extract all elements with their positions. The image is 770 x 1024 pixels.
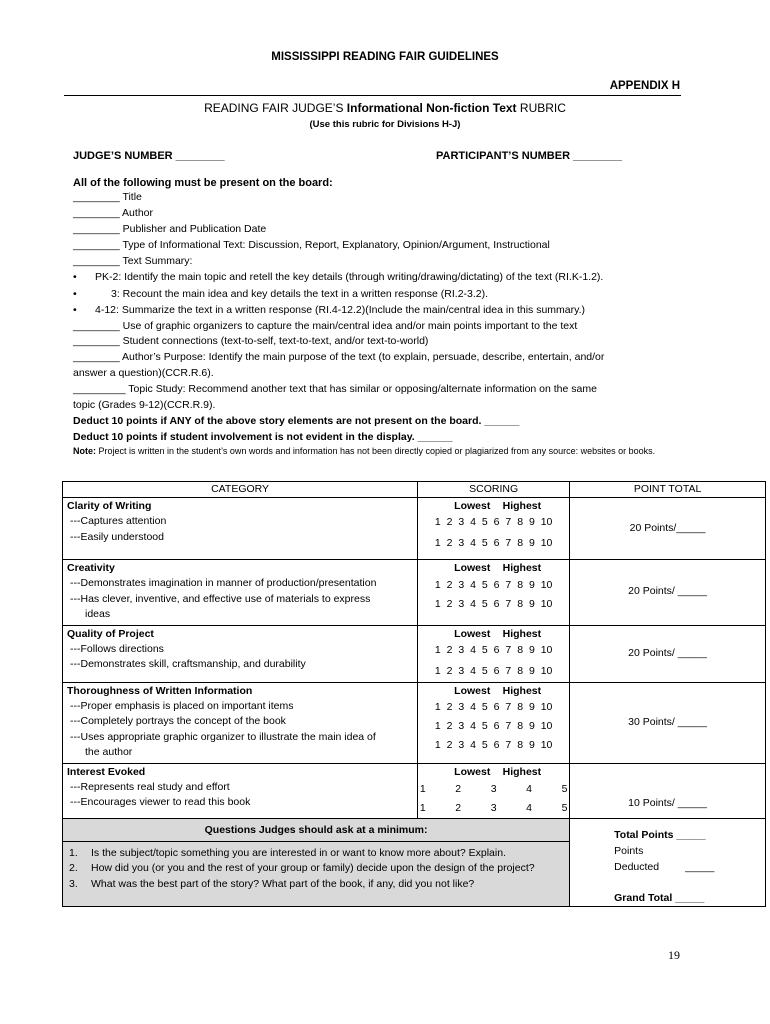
questions-list xyxy=(63,841,570,906)
category-item: ---Easily understood xyxy=(70,530,164,543)
points-cell[interactable]: 20 Points/ _____ xyxy=(570,560,766,626)
note-text: Project is written in the student’s own words and information has not been directly copied or plagiarized from any source: websites or books. xyxy=(96,446,656,456)
page-number: 19 xyxy=(668,948,680,962)
question-item xyxy=(69,877,563,893)
requirements-heading: All of the following must be present on the board: xyxy=(73,177,333,189)
note-label: Note: xyxy=(73,446,96,456)
category-item: ---Demonstrates skill, craftsmanship, and durability xyxy=(70,658,306,670)
header-point-total: POINT TOTAL xyxy=(570,482,766,498)
judge-number-field[interactable]: JUDGE’S NUMBER ________ xyxy=(73,150,225,162)
table-row xyxy=(63,682,766,763)
scoring-cell xyxy=(418,560,570,626)
score-scale[interactable]: 1 2 3 4 5 6 7 8 9 10 xyxy=(434,738,553,751)
rubric-subtitle: (Use this rubric for Divisions H-J) xyxy=(309,119,461,130)
score-scale[interactable]: 1 2 3 4 5 6 7 8 9 10 xyxy=(434,537,553,549)
table-row xyxy=(63,625,766,682)
category-item: ideas xyxy=(85,608,111,620)
bullet-text: 4-12: Summarize the text in a written response (RI.4-12.2)(Include the main/central idea in this summary.) xyxy=(95,304,586,316)
table-row xyxy=(63,498,766,560)
score-scale[interactable]: 1 2 3 4 5 xyxy=(419,782,568,795)
category-cell xyxy=(63,560,418,626)
bullet-text: 3: Recount the main idea and key details the text in a written response (RI.2-3.2). xyxy=(111,288,489,300)
question-number: 2. xyxy=(69,862,78,874)
header-scoring: SCORING xyxy=(418,482,570,498)
category-item: ---Completely portrays the concept of the book xyxy=(70,715,286,727)
category-title: Clarity of Writing xyxy=(67,500,152,512)
score-scale[interactable]: 1 2 3 4 5 6 7 8 9 10 xyxy=(434,579,553,591)
lowest-label: Lowest xyxy=(454,627,491,640)
category-cell xyxy=(63,498,418,560)
category-title: Quality of Project xyxy=(67,627,154,640)
summary-bullet-3 xyxy=(73,287,678,303)
rubric-title-emphasis: Informational Non-fiction Text xyxy=(346,101,517,115)
header-category: CATEGORY xyxy=(63,482,418,498)
grand-total-field[interactable]: Grand Total _____ xyxy=(614,891,705,904)
requirement-topic-study-cont: topic (Grades 9-12)(CCR.R.9). xyxy=(73,399,216,411)
scoring-cell xyxy=(418,498,570,560)
lowest-label: Lowest xyxy=(454,684,491,697)
category-item: ---Demonstrates imagination in manner of production/presentation xyxy=(70,577,377,589)
highest-label: Highest xyxy=(502,562,542,574)
deduct-student-involvement: Deduct 10 points if student involvement is not evident in the display. ______ xyxy=(73,431,453,443)
summary-bullet-pk2 xyxy=(73,270,678,286)
participant-number-field[interactable]: PARTICIPANT’S NUMBER ________ xyxy=(436,150,623,162)
question-text: How did you (or you and the rest of your group or family) decide upon the design of the project? xyxy=(91,862,535,874)
requirement-title: ________ Title xyxy=(73,191,142,203)
document-title: MISSISSIPPI READING FAIR GUIDELINES xyxy=(271,51,499,63)
category-cell xyxy=(63,682,418,763)
category-item: ---Captures attention xyxy=(70,515,167,527)
category-item: ---Encourages viewer to read this book xyxy=(70,796,251,808)
requirement-text-type: ________ Type of Informational Text: Discussion, Report, Explanatory, Opinion/Argument, Instructional xyxy=(73,239,550,251)
highest-label: Highest xyxy=(502,684,542,697)
requirement-connections: ________ Student connections (text-to-self, text-to-text, and/or text-to-world) xyxy=(73,335,429,347)
score-scale[interactable]: 1 2 3 4 5 6 7 8 9 10 xyxy=(434,664,553,677)
points-deducted-field[interactable] xyxy=(614,859,755,875)
question-text: What was the best part of the story? What part of the book, if any, did you not like? xyxy=(91,877,475,890)
total-points-field[interactable]: Total Points _____ xyxy=(614,828,706,841)
category-item: the author xyxy=(85,746,133,758)
category-item: ---Represents real study and effort xyxy=(70,780,230,793)
summary-bullet-4-12 xyxy=(73,303,678,319)
requirement-author: ________ Author xyxy=(73,207,153,219)
points-cell[interactable]: 30 Points/ _____ xyxy=(570,682,766,763)
question-item xyxy=(69,846,563,862)
bullet-dot-icon: • xyxy=(73,271,77,283)
score-scale[interactable]: 1 2 3 4 5 6 7 8 9 10 xyxy=(434,598,553,610)
rubric-title xyxy=(0,99,770,117)
bullet-dot-icon: • xyxy=(73,304,77,316)
score-scale[interactable]: 1 2 3 4 5 6 7 8 9 10 xyxy=(434,643,553,656)
requirement-authors-purpose: ________ Author’s Purpose: Identify the main purpose of the text (to explain, persuade, describe, entertain, and/or xyxy=(73,351,605,363)
category-title: Creativity xyxy=(67,562,115,574)
score-scale[interactable]: 1 2 3 4 5 xyxy=(419,801,568,814)
points-cell[interactable]: 20 Points/_____ xyxy=(570,498,766,560)
requirement-topic-study: _________ Topic Study: Recommend another text that has similar or opposing/alternate information on the same xyxy=(73,383,597,395)
rubric-title-prefix: READING FAIR JUDGE’S xyxy=(204,101,347,115)
deduct-story-elements: Deduct 10 points if ANY of the above story elements are not present on the board. ______ xyxy=(73,415,520,427)
totals-cell xyxy=(570,818,766,906)
category-title: Interest Evoked xyxy=(67,765,146,778)
question-text: Is the subject/topic something you are interested in or want to know more about? Explain. xyxy=(91,846,506,859)
highest-label: Highest xyxy=(502,500,542,512)
table-row xyxy=(63,560,766,626)
category-title: Thoroughness of Written Information xyxy=(67,684,253,697)
requirement-graphic-organizers: ________ Use of graphic organizers to capture the main/central idea and/or main points important to the text xyxy=(73,320,578,332)
note xyxy=(73,445,678,458)
table-row xyxy=(63,763,766,818)
points-cell[interactable]: 10 Points/ _____ xyxy=(570,763,766,818)
question-number: 3. xyxy=(69,877,78,890)
score-scale[interactable]: 1 2 3 4 5 6 7 8 9 10 xyxy=(434,719,553,732)
table-header-row xyxy=(63,482,766,498)
category-item: ---Proper emphasis is placed on important items xyxy=(70,699,294,712)
lowest-label: Lowest xyxy=(454,500,491,512)
questions-header-row xyxy=(63,818,766,841)
highest-label: Highest xyxy=(502,627,542,640)
points-deducted-label: Points xyxy=(614,844,644,857)
header-divider xyxy=(64,95,681,96)
bullet-text: PK-2: Identify the main topic and retell the key details (through writing/drawing/dictating) of the text (RI.K-1.2). xyxy=(95,271,604,283)
category-item: ---Uses appropriate graphic organizer to illustrate the main idea of xyxy=(70,730,376,743)
requirement-summary: ________ Text Summary: xyxy=(73,255,193,267)
appendix-label: APPENDIX H xyxy=(609,80,680,92)
question-number: 1. xyxy=(69,846,78,859)
lowest-label: Lowest xyxy=(454,562,491,574)
scoring-cell xyxy=(418,682,570,763)
category-item: ---Follows directions xyxy=(70,642,164,655)
questions-heading: Questions Judges should ask at a minimum: xyxy=(63,818,570,841)
category-cell xyxy=(63,625,418,682)
points-deducted-label-2: Deducted xyxy=(614,860,660,873)
rubric-table xyxy=(62,481,766,907)
points-deducted-blank[interactable]: _____ xyxy=(685,860,715,873)
points-cell[interactable]: 20 Points/ _____ xyxy=(570,625,766,682)
bullet-dot-icon: • xyxy=(73,288,77,300)
category-cell xyxy=(63,763,418,818)
requirement-authors-purpose-cont: answer a question)(CCR.R.6). xyxy=(73,367,214,379)
scoring-cell xyxy=(418,625,570,682)
question-item xyxy=(69,861,563,877)
rubric-title-suffix: RUBRIC xyxy=(516,101,566,115)
scoring-cell xyxy=(418,763,570,818)
score-scale[interactable]: 1 2 3 4 5 6 7 8 9 10 xyxy=(434,516,553,528)
highest-label: Highest xyxy=(502,765,542,778)
score-scale[interactable]: 1 2 3 4 5 6 7 8 9 10 xyxy=(434,700,553,713)
lowest-label: Lowest xyxy=(454,765,491,778)
requirement-publisher: ________ Publisher and Publication Date xyxy=(73,223,267,235)
category-item: ---Has clever, inventive, and effective use of materials to express xyxy=(70,592,371,605)
